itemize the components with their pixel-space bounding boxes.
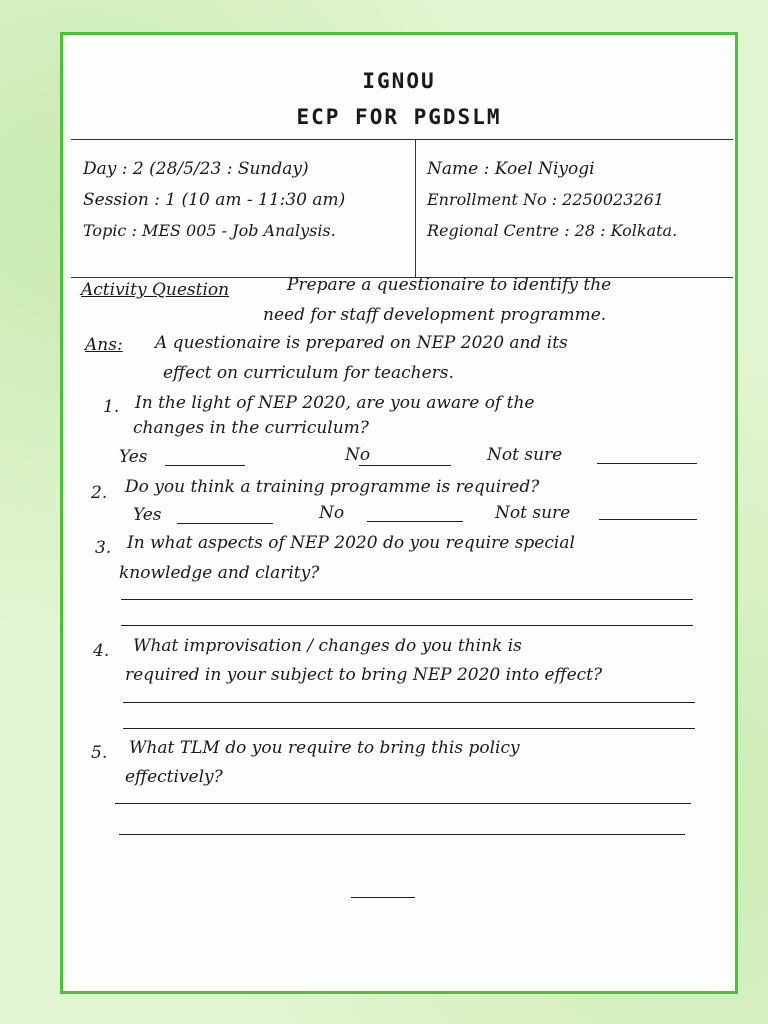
answer-text-2: effect on curriculum for teachers. (163, 363, 454, 383)
q1-option-not-sure: Not sure (487, 445, 563, 465)
session-line: Session : 1 (10 am - 11:30 am) (83, 190, 346, 210)
q2-no-blank (367, 521, 463, 522)
q1-yes-blank (165, 465, 245, 466)
header-institution: IGNOU (362, 69, 436, 93)
q3-answer-line-1 (121, 599, 693, 600)
q1-option-yes: Yes (119, 447, 148, 467)
question-3-line-2: knowledge and clarity? (119, 563, 320, 583)
question-5-number: 5. (91, 743, 108, 763)
answer-sheet (60, 32, 738, 994)
info-divider (415, 139, 416, 277)
q5-answer-line-1 (115, 803, 691, 804)
question-5-line-2: effectively? (125, 767, 223, 787)
q2-option-yes: Yes (133, 505, 162, 525)
name-line: Name : Koel Niyogi (427, 159, 595, 179)
q2-yes-blank (177, 523, 273, 524)
topic-line: Topic : MES 005 - Job Analysis. (83, 221, 336, 240)
end-mark (351, 897, 415, 898)
q2-option-not-sure: Not sure (495, 503, 571, 523)
question-2-line-1: Do you think a training programme is required? (125, 477, 540, 497)
q1-not-sure-blank (597, 463, 697, 464)
centre-line: Regional Centre : 28 : Kolkata. (427, 221, 678, 240)
answer-label: Ans: (85, 335, 123, 355)
header-programme: ECP FOR PGDSLM (296, 105, 502, 129)
enrollment-line: Enrollment No : 2250023261 (427, 190, 664, 209)
q4-answer-line-2 (123, 728, 695, 729)
activity-text-2: need for staff development programme. (263, 305, 607, 325)
question-4-line-1: What improvisation / changes do you think is (133, 636, 522, 656)
q2-option-no: No (319, 503, 345, 523)
question-1-number: 1. (103, 397, 120, 417)
question-3-line-1: In what aspects of NEP 2020 do you require special (127, 533, 575, 553)
q2-not-sure-blank (599, 519, 697, 520)
q4-answer-line-1 (123, 702, 695, 703)
question-4-number: 4. (93, 641, 110, 661)
q1-no-blank (359, 465, 451, 466)
info-top-rule (71, 139, 733, 140)
q3-answer-line-2 (121, 625, 693, 626)
question-4-line-2: required in your subject to bring NEP 2020 into effect? (125, 665, 603, 685)
activity-text-1: Prepare a questionaire to identify the (287, 275, 612, 295)
question-1-line-1: In the light of NEP 2020, are you aware of the (135, 393, 535, 413)
question-3-number: 3. (95, 538, 112, 558)
activity-label: Activity Question (81, 280, 230, 300)
question-5-line-1: What TLM do you require to bring this policy (129, 738, 520, 758)
question-2-number: 2. (91, 483, 108, 503)
q1-option-no: No (345, 445, 371, 465)
question-1-line-2: changes in the curriculum? (133, 418, 369, 438)
day-line: Day : 2 (28/5/23 : Sunday) (83, 159, 309, 179)
answer-text-1: A questionaire is prepared on NEP 2020 and its (155, 333, 568, 353)
q5-answer-line-2 (119, 834, 685, 835)
